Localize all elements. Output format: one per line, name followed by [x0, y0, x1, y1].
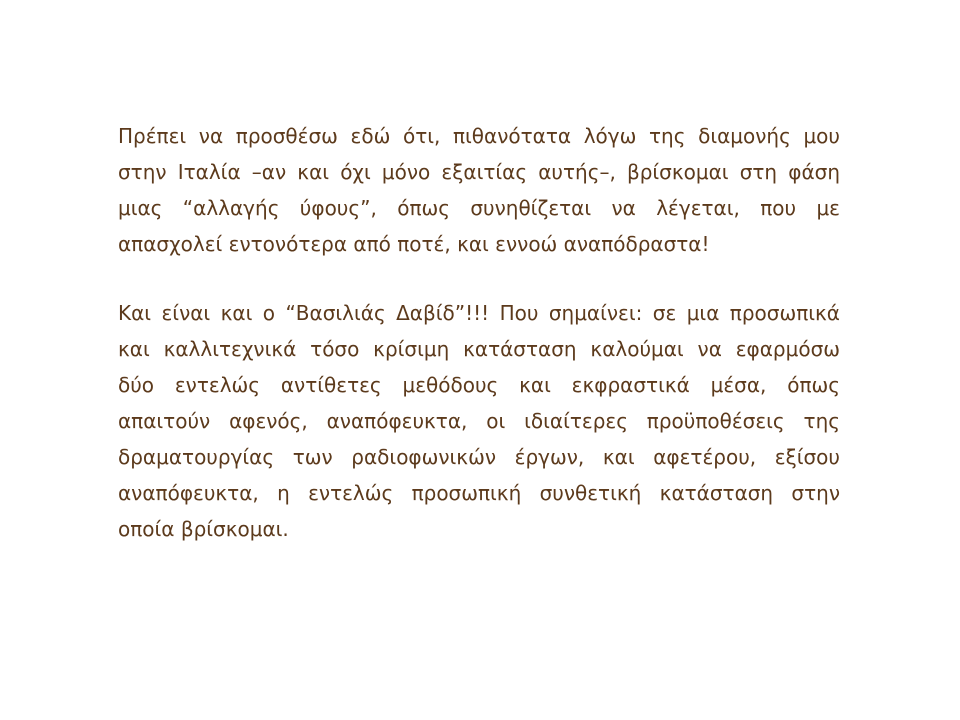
paragraph-1 — [118, 118, 840, 262]
paragraph-line: απαιτούν αφενός, αναπόφευκτα, οι ιδιαίτερες προϋποθέσεις της — [118, 409, 840, 433]
paragraph-line: Και είναι και ο “Βασιλιάς Δαβίδ”!!! Που σημαίνει: σε μια προσωπικά — [118, 301, 840, 325]
body-text — [118, 118, 840, 547]
paragraph-2 — [118, 295, 840, 547]
paragraph-line: δραματουργίας των ραδιοφωνικών έργων, και αφετέρου, εξίσου — [118, 445, 840, 469]
paragraph-line: απασχολεί εντονότερα από ποτέ, και εννοώ αναπόδραστα! — [118, 232, 710, 256]
paragraph-spacer — [118, 262, 840, 295]
paragraph-line: μιας “αλλαγής ύφους”, όπως συνηθίζεται να λέγεται, που με — [118, 196, 840, 220]
paragraph-line: δύο εντελώς αντίθετες μεθόδους και εκφραστικά μέσα, όπως — [118, 373, 840, 397]
paragraph-line: και καλλιτεχνικά τόσο κρίσιμη κατάσταση καλούμαι να εφαρμόσω — [118, 337, 840, 361]
paragraph-line: Πρέπει να προσθέσω εδώ ότι, πιθανότατα λόγω της διαμονής μου — [118, 124, 840, 148]
paragraph-line: οποία βρίσκομαι. — [118, 517, 289, 541]
paragraph-line: αναπόφευκτα, η εντελώς προσωπική συνθετική κατάσταση στην — [118, 481, 840, 505]
paragraph-line: στην Ιταλία –αν και όχι μόνο εξαιτίας αυτής–, βρίσκομαι στη φάση — [118, 160, 840, 184]
